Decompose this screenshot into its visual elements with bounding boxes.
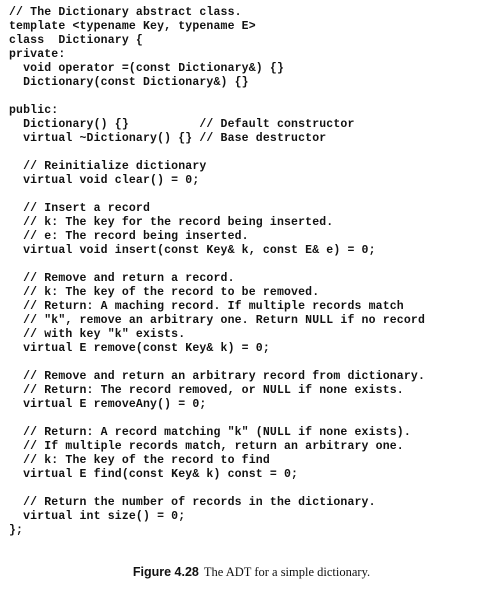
code-listing xyxy=(9,6,425,538)
code-line: // with key "k" exists. xyxy=(9,328,186,341)
code-line: private: xyxy=(9,48,66,61)
code-line: // "k", remove an arbitrary one. Return NULL if no record xyxy=(9,314,426,327)
code-line: virtual E remove(const Key& k) = 0; xyxy=(9,342,270,355)
code-line: virtual ~Dictionary() {} // Base destructor xyxy=(9,132,327,145)
code-line: Dictionary(const Dictionary&) {} xyxy=(9,76,249,89)
code-line: // Return: A record matching "k" (NULL if none exists). xyxy=(9,426,411,439)
code-line: virtual void clear() = 0; xyxy=(9,174,200,187)
code-line: // The Dictionary abstract class. xyxy=(9,6,242,19)
code-line: void operator =(const Dictionary&) {} xyxy=(9,62,284,75)
code-line: // Return: The record removed, or NULL if none exists. xyxy=(9,384,404,397)
code-line: // Remove and return a record. xyxy=(9,272,235,285)
code-line: // If multiple records match, return an arbitrary one. xyxy=(9,440,404,453)
code-line: virtual void insert(const Key& k, const E& e) = 0; xyxy=(9,244,376,257)
figure-caption xyxy=(0,565,503,580)
code-line: class Dictionary { xyxy=(9,34,143,47)
code-line xyxy=(9,356,425,370)
code-line: // Remove and return an arbitrary record from dictionary. xyxy=(9,370,426,383)
code-line: // k: The key of the record to be removed. xyxy=(9,286,320,299)
code-line: // k: The key for the record being inserted. xyxy=(9,216,334,229)
code-line xyxy=(9,258,425,272)
code-line xyxy=(9,482,425,496)
code-line: // k: The key of the record to find xyxy=(9,454,270,467)
code-line xyxy=(9,412,425,426)
code-line: template <typename Key, typename E> xyxy=(9,20,256,33)
code-line: Dictionary() {} // Default constructor xyxy=(9,118,355,131)
code-line: // Return the number of records in the dictionary. xyxy=(9,496,376,509)
figure-caption-text: The ADT for a simple dictionary. xyxy=(203,565,371,579)
code-line: // Reinitialize dictionary xyxy=(9,160,207,173)
code-line: public: xyxy=(9,104,59,117)
code-line: virtual int size() = 0; xyxy=(9,510,186,523)
code-line: // Return: A maching record. If multiple records match xyxy=(9,300,404,313)
code-line: }; xyxy=(9,524,24,537)
code-line: virtual E find(const Key& k) const = 0; xyxy=(9,468,299,481)
code-line xyxy=(9,188,425,202)
figure-label: Figure 4.28 xyxy=(132,565,199,579)
code-line: // e: The record being inserted. xyxy=(9,230,249,243)
code-line xyxy=(9,146,425,160)
code-line: // Insert a record xyxy=(9,202,151,215)
code-line: virtual E removeAny() = 0; xyxy=(9,398,207,411)
code-line xyxy=(9,90,425,104)
